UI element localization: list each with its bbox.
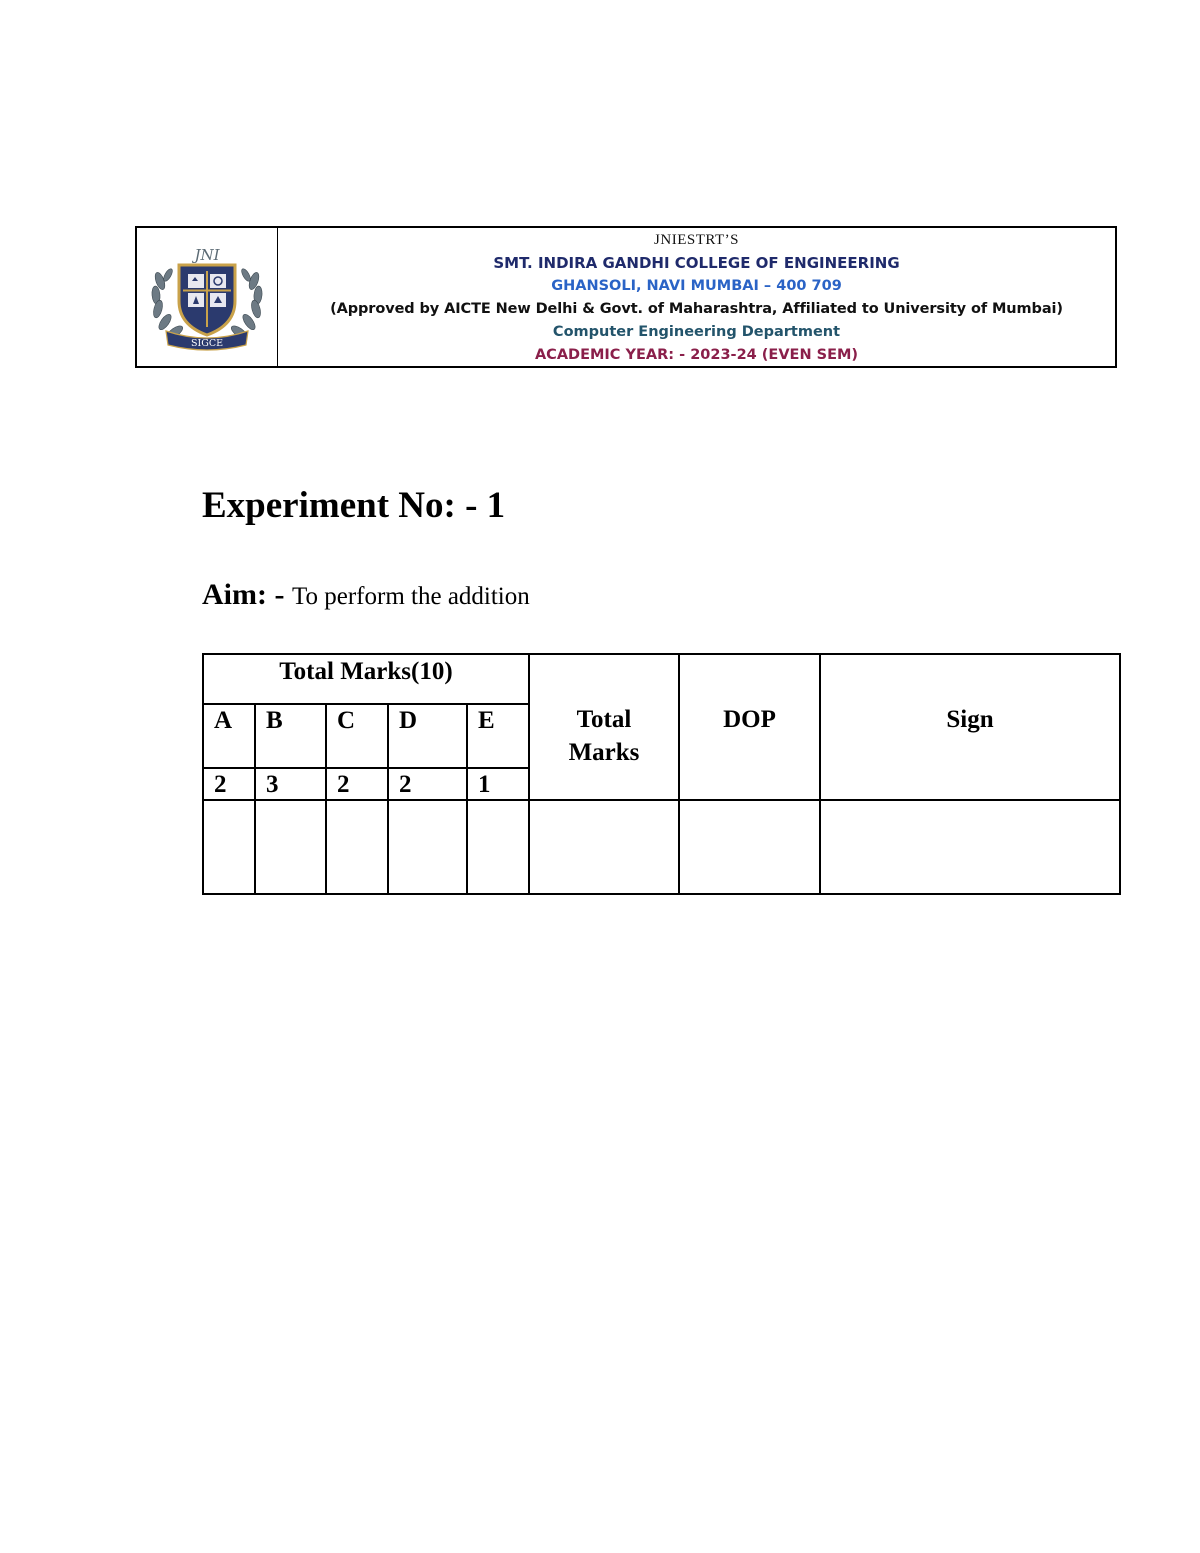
marks-entry-cell [326, 800, 388, 894]
institution-info [278, 228, 1115, 366]
criterion-max-marks: 2 [388, 768, 467, 800]
sign-header: Sign [820, 654, 1120, 800]
dop-header: DOP [679, 654, 820, 800]
academic-year: ACADEMIC YEAR: - 2023-24 (EVEN SEM) [534, 347, 859, 363]
criterion-max-marks: 2 [326, 768, 388, 800]
criterion-header: D [388, 704, 467, 768]
criterion-max-marks: 1 [467, 768, 529, 800]
criterion-header: A [203, 704, 255, 768]
criterion-max-marks: 3 [255, 768, 326, 800]
total-marks-entry-cell [529, 800, 679, 894]
institution-header [135, 226, 1117, 368]
marks-entry-cell [255, 800, 326, 894]
svg-text:JNI: JNI [194, 246, 220, 264]
criterion-header: B [255, 704, 326, 768]
total-marks-group-header: Total Marks(10) [203, 654, 529, 704]
dop-entry-cell [679, 800, 820, 894]
approval-line: (Approved by AICTE New Delhi & Govt. of Maharashtra, Affiliated to University of Mumbai) [330, 301, 1063, 317]
criterion-header: E [467, 704, 529, 768]
marks-table [202, 653, 1121, 895]
criterion-max-marks: 2 [203, 768, 255, 800]
sign-entry-cell [820, 800, 1120, 894]
college-name: SMT. INDIRA GANDHI COLLEGE OF ENGINEERING [493, 254, 900, 272]
logo-cell [137, 228, 278, 366]
aim-text: To perform the addition [291, 583, 530, 610]
college-address: GHANSOLI, NAVI MUMBAI – 400 709 [551, 278, 842, 294]
total-marks-header-line2: Marks [568, 739, 640, 766]
total-marks-header-line1: Total [576, 706, 632, 733]
marks-entry-cell [203, 800, 255, 894]
marks-entry-cell [467, 800, 529, 894]
criterion-header: C [326, 704, 388, 768]
aim-label: Aim: - [202, 578, 285, 611]
college-crest-icon [146, 241, 268, 353]
experiment-title: Experiment No: - 1 [202, 485, 506, 526]
logo-banner-text: SIGCE [190, 338, 224, 349]
total-marks-header [529, 654, 679, 800]
trust-name: JNIESTRT’S [654, 232, 739, 248]
department-name: Computer Engineering Department [552, 324, 841, 340]
aim-line [202, 576, 530, 616]
marks-entry-cell [388, 800, 467, 894]
